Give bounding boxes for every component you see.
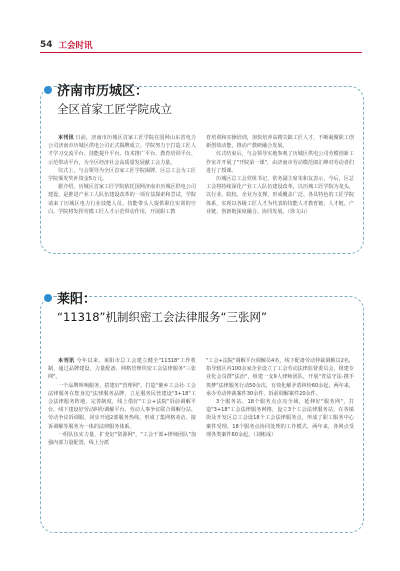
article-2-col-left xyxy=(48,357,196,447)
page-header xyxy=(40,39,93,51)
byline: 本刊讯 xyxy=(58,135,74,141)
article-1-subtitle: 全区首家工匠学院成立 xyxy=(57,102,172,116)
article-1-col-left xyxy=(48,134,196,216)
header-rule xyxy=(40,52,362,53)
article-paragraph: 育培训和实操培训，加快培养高精尖缺工匠人才，不断凝聚职工创新创效动能，推动产教研融合发展。 xyxy=(206,135,354,150)
bullet-dot-icon xyxy=(44,294,52,302)
article-paragraph: 本刊讯 今年以来，莱阳市总工会建立健全"11318"工作机制，通过品牌建设、力量配备、网格管理织密工会法律服务"三张网"。 xyxy=(48,358,196,381)
article-paragraph: "工会+法院"调解平台调解员4名，线下配备劳动仲裁调解员2名，指导辖区内100余家企业设立了工会劳动法律监督委员会，组建专业化会员群"法治"，组建一支9人律师团队，开展"青法守法·携手筑梦"法律服务行动50余次，有效化解矛盾纠纷60余起，两年来，承办劳动仲裁案件30余件，诉前调解案件20余件。 xyxy=(206,358,354,397)
article-1-body xyxy=(48,134,354,216)
article-paragraph: 一组队伍实力量，扩充好"资源网"。"工会干部+律师团队"加强内部力量配置，线上分派 xyxy=(48,431,196,447)
article-2-headline: 莱阳： xyxy=(57,292,97,307)
article-paragraph: 仪式上，与会领导为全区首家工匠学院揭牌，区总工会为工匠学院颁发奖补资金5万元。 xyxy=(48,167,196,183)
bullet-dot-icon xyxy=(44,86,52,94)
section-title: 工会时讯 xyxy=(58,41,93,51)
byline: 本刊讯 xyxy=(58,358,75,364)
article-2-title xyxy=(44,288,267,325)
article-2-body xyxy=(48,357,354,447)
article-paragraph: 仪式结束后，与会领导实地参观了历城区供电公司劳模创新工作室并开展了"开院第一课"，由济南市劳动模范郎汇峰对劳动者们进行了授课。 xyxy=(206,151,354,174)
article-2-col-right xyxy=(206,357,354,447)
article-1-headline: 济南市历城区： xyxy=(57,84,149,99)
article-paragraph: 据介绍，历城区首家工匠学院依托国网济南市历城区供电公司建设，是推进产业工人队伍建设改革的一项有益探索和尝试，学院请来了历城区电力行业技能人员、技能带头人提供职位实训的空白。学院将发挥劳模工匠人才示范带动作用，开展职工教 xyxy=(48,184,196,215)
article-paragraph: 本刊讯 日前，济南市历城区首家工匠学院在国网山东省电力公司济南市历城区供电公司正式揭牌成立。学院努力于打造工匠人才学习交流平台、技能提升平台、技术推广平台、教育培训平台、示范带动平台，为全区经济社会高质量发展献工会力量。 xyxy=(48,135,196,166)
article-1-col-right xyxy=(206,134,354,216)
article-paragraph: 历城区总工会党组书记、常务副主席朱和友表示，今后，区总工会将持续深化产业工人队伍建设改革，以历城工匠学院为龙头，以行业、院校、企业为支撑，形成覆盖广泛、各具特色的工匠学院体系，实现以各级工匠人才为代表的技能人才教育链、人才链、产业链、创新链深度融合。协同发展。（徐文山） xyxy=(206,176,354,215)
article-paragraph: 3个服务站、18个服务点点亮全域，延伸好"服务网"，打造"3+18"工会法律服务网格，设立3个工会法律服务站，在各镇街及开发区总工会设18个工会法律服务点，形成了职工服务中心案件受理、18个服务点协同处理的工作模式，两年来，各网点受理各类案件60余起。（刘彬成） xyxy=(206,399,354,438)
page-number: 54 xyxy=(40,40,53,50)
article-paragraph: 一个品牌叫响服务，搭建好"管理网"。打造"聚乡工会社·工会法律服务在您身边"法律服务品牌，立足服务民营建设"3+18"工会法律服务阵地，完善制度，线上借好"工会+法院"诉前调解平台，线下建设好劳动纠纷调解平台、劳动人事争议联合调解分站、劳动争议诉调服，同步开通2部服务热线，形成了集网格劝访、接诉调解等服务为一体的法律服务体系。 xyxy=(48,382,196,430)
article-1-title xyxy=(44,80,172,117)
article-2-subtitle: “11318”机制织密工会法律服务“三张网” xyxy=(57,310,267,324)
